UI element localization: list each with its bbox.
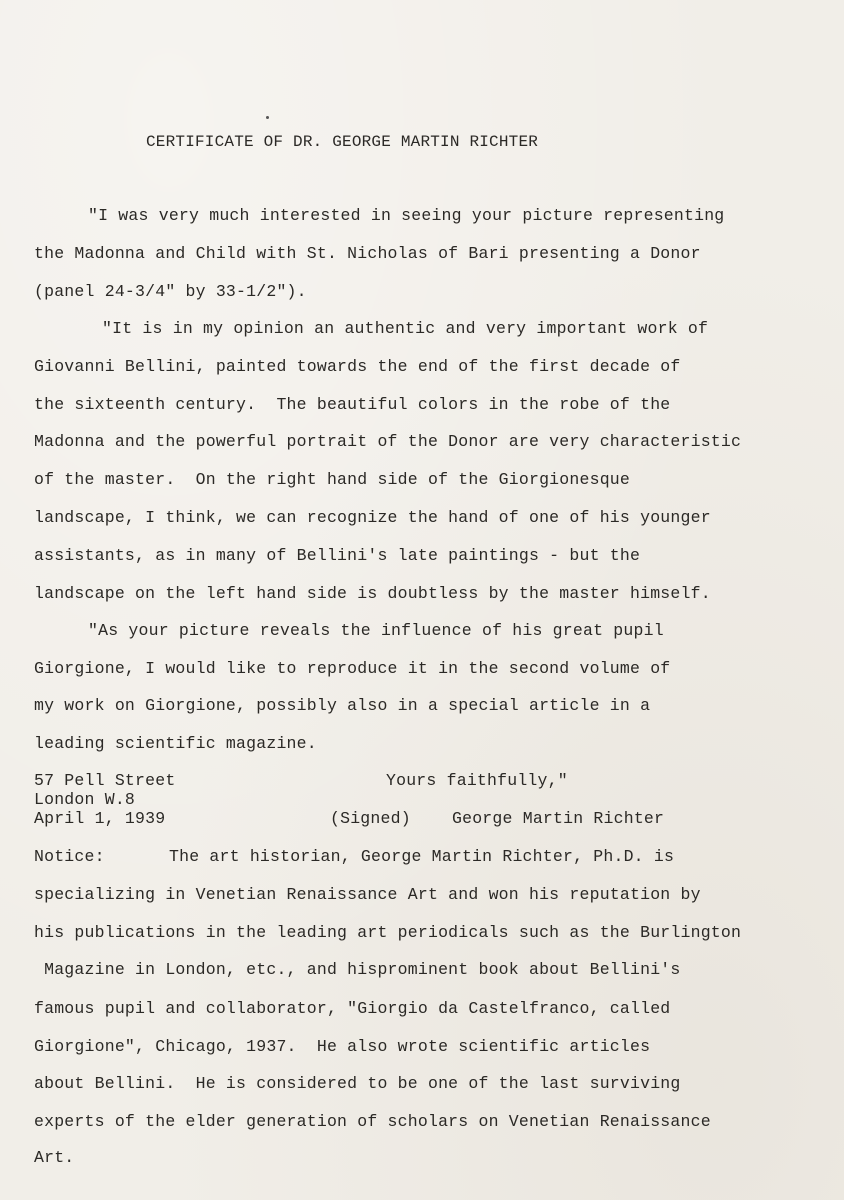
paragraph-2-line-7: assistants, as in many of Bellini's late paintings - but the <box>34 546 641 565</box>
paragraph-2-line-1: "It is in my opinion an authentic and very important work of <box>102 319 709 338</box>
paragraph-2-line-3: the sixteenth century. The beautiful colors in the robe of the <box>34 395 671 414</box>
notice-line-3: his publications in the leading art periodicals such as the Burlington <box>34 923 742 942</box>
notice-line-9: Art. <box>34 1148 75 1167</box>
address-date: April 1, 1939 <box>34 809 166 828</box>
paragraph-2-line-6: landscape, I think, we can recognize the hand of one of his younger <box>34 508 711 527</box>
address-city: London W.8 <box>34 790 136 809</box>
notice-line-5: famous pupil and collaborator, "Giorgio da Castelfranco, called <box>34 999 671 1018</box>
notice-line-1: The art historian, George Martin Richter, Ph.D. is <box>169 847 675 866</box>
closing-salutation: Yours faithfully," <box>386 771 568 790</box>
paragraph-3-line-4: leading scientific magazine. <box>34 734 317 753</box>
notice-line-6: Giorgione", Chicago, 1937. He also wrote scientific articles <box>34 1037 651 1056</box>
paragraph-3-line-2: Giorgione, I would like to reproduce it in the second volume of <box>34 659 671 678</box>
paragraph-3-line-3: my work on Giorgione, possibly also in a special article in a <box>34 696 651 715</box>
signer-name: George Martin Richter <box>452 809 665 828</box>
paragraph-1-line-2: the Madonna and Child with St. Nicholas of Bari presenting a Donor <box>34 244 701 263</box>
paragraph-3-line-1: "As your picture reveals the influence of his great pupil <box>88 621 664 640</box>
paragraph-1-line-1: "I was very much interested in seeing your picture representing <box>88 206 725 225</box>
certificate-title: CERTIFICATE OF DR. GEORGE MARTIN RICHTER <box>146 133 539 151</box>
paragraph-1-line-3: (panel 24-3/4" by 33-1/2"). <box>34 282 307 301</box>
notice-line-8: experts of the elder generation of scholars on Venetian Renaissance <box>34 1112 711 1131</box>
paragraph-2-line-8: landscape on the left hand side is doubtless by the master himself. <box>34 584 711 603</box>
paragraph-2-line-2: Giovanni Bellini, painted towards the end of the first decade of <box>34 357 681 376</box>
signed-label: (Signed) <box>330 809 411 828</box>
paper-speck <box>266 116 269 119</box>
paragraph-2-line-4: Madonna and the powerful portrait of the Donor are very characteristic <box>34 432 742 451</box>
notice-line-2: specializing in Venetian Renaissance Art and won his reputation by <box>34 885 701 904</box>
notice-line-4: Magazine in London, etc., and hisprominent book about Bellini's <box>34 960 681 979</box>
address-street: 57 Pell Street <box>34 771 176 790</box>
notice-line-7: about Bellini. He is considered to be one of the last surviving <box>34 1074 681 1093</box>
notice-label: Notice: <box>34 847 105 866</box>
paragraph-2-line-5: of the master. On the right hand side of the Giorgionesque <box>34 470 630 489</box>
